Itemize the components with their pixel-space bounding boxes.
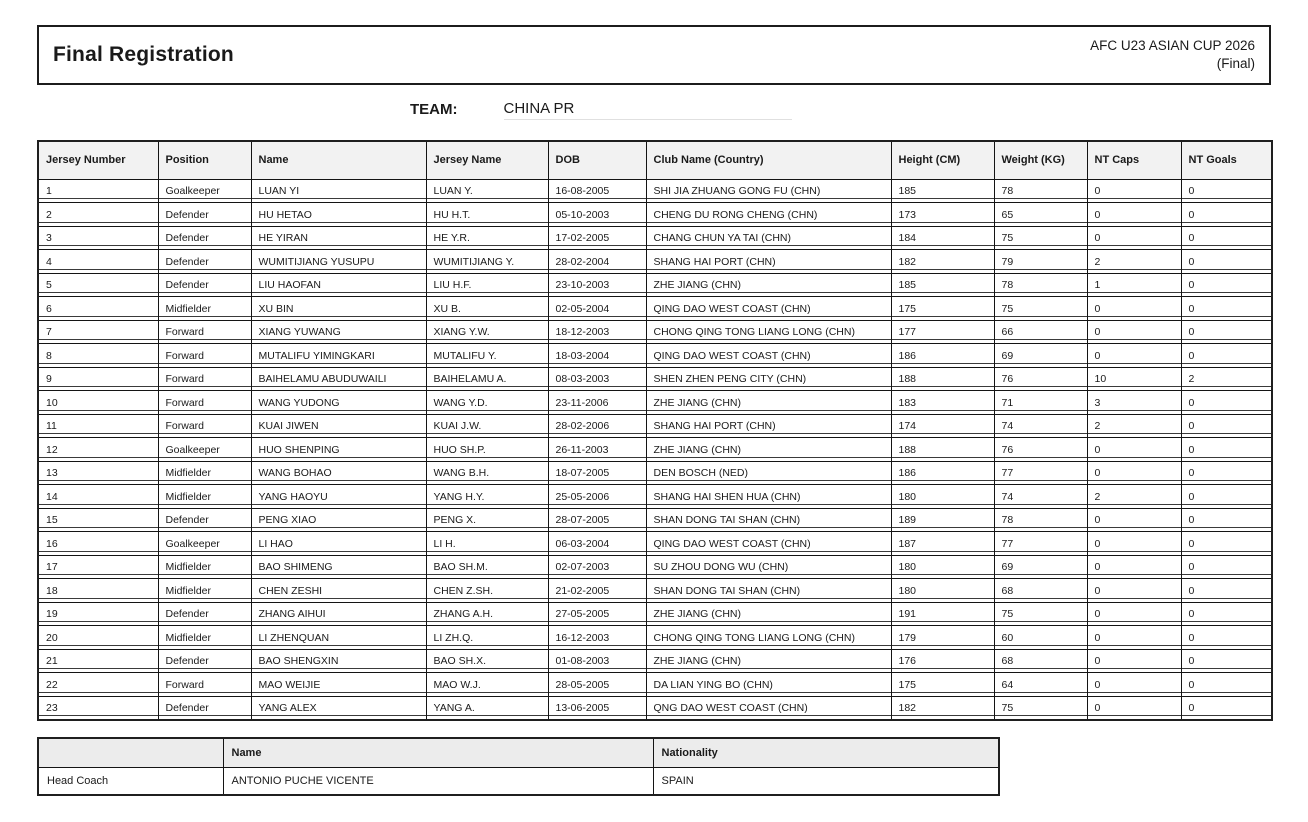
table-cell: 17: [38, 555, 158, 579]
table-row: [38, 579, 1272, 603]
table-row: [38, 485, 1272, 509]
table-cell: 64: [994, 673, 1087, 697]
table-cell: 0: [1181, 203, 1272, 227]
table-cell: WANG Y.D.: [426, 391, 548, 415]
column-header: NT Goals: [1181, 141, 1272, 179]
table-row: [38, 344, 1272, 368]
table-cell: 2: [1087, 414, 1181, 438]
table-cell: 0: [1087, 226, 1181, 250]
table-cell: SPAIN: [653, 767, 999, 795]
table-cell: 0: [1181, 508, 1272, 532]
table-cell: Defender: [158, 649, 251, 673]
column-header: Jersey Number: [38, 141, 158, 179]
table-cell: 175: [891, 297, 994, 321]
table-cell: SHANG HAI PORT (CHN): [646, 414, 891, 438]
column-header: Position: [158, 141, 251, 179]
table-cell: 1: [38, 179, 158, 203]
table-cell: 3: [38, 226, 158, 250]
table-cell: LI ZH.Q.: [426, 626, 548, 650]
table-cell: Midfielder: [158, 555, 251, 579]
table-cell: ZHE JIANG (CHN): [646, 273, 891, 297]
table-row: [38, 626, 1272, 650]
table-cell: 189: [891, 508, 994, 532]
table-cell: WANG YUDONG: [251, 391, 426, 415]
table-row: [38, 414, 1272, 438]
team-name-value: CHINA PR: [504, 100, 792, 120]
document-header: [37, 25, 1271, 85]
table-row: [38, 273, 1272, 297]
table-cell: 22: [38, 673, 158, 697]
table-cell: KUAI JIWEN: [251, 414, 426, 438]
table-cell: Forward: [158, 367, 251, 391]
table-cell: 0: [1087, 602, 1181, 626]
table-row: [38, 179, 1272, 203]
table-cell: 0: [1181, 555, 1272, 579]
table-cell: CHANG CHUN YA TAI (CHN): [646, 226, 891, 250]
table-cell: 187: [891, 532, 994, 556]
table-row: [38, 391, 1272, 415]
table-cell: HUO SH.P.: [426, 438, 548, 462]
table-cell: LIU HAOFAN: [251, 273, 426, 297]
table-cell: LIU H.F.: [426, 273, 548, 297]
table-cell: QING DAO WEST COAST (CHN): [646, 532, 891, 556]
table-cell: 0: [1181, 438, 1272, 462]
table-cell: 08-03-2003: [548, 367, 646, 391]
table-cell: 3: [1087, 391, 1181, 415]
table-row: [38, 203, 1272, 227]
table-cell: Forward: [158, 414, 251, 438]
table-cell: 0: [1181, 179, 1272, 203]
table-cell: SHAN DONG TAI SHAN (CHN): [646, 579, 891, 603]
table-cell: Defender: [158, 508, 251, 532]
table-cell: Goalkeeper: [158, 438, 251, 462]
table-cell: 174: [891, 414, 994, 438]
table-cell: 0: [1181, 673, 1272, 697]
table-cell: Head Coach: [38, 767, 223, 795]
table-row: [38, 532, 1272, 556]
table-cell: DEN BOSCH (NED): [646, 461, 891, 485]
table-cell: Midfielder: [158, 461, 251, 485]
page-title: Final Registration: [53, 43, 234, 66]
table-cell: Forward: [158, 673, 251, 697]
table-cell: 23: [38, 696, 158, 720]
table-cell: ZHANG AIHUI: [251, 602, 426, 626]
table-cell: CHEN Z.SH.: [426, 579, 548, 603]
table-cell: 71: [994, 391, 1087, 415]
team-label: TEAM:: [410, 101, 458, 118]
table-cell: 180: [891, 579, 994, 603]
table-cell: SHI JIA ZHUANG GONG FU (CHN): [646, 179, 891, 203]
table-cell: 7: [38, 320, 158, 344]
table-cell: YANG A.: [426, 696, 548, 720]
table-row: [38, 297, 1272, 321]
table-cell: 19: [38, 602, 158, 626]
table-cell: 01-08-2003: [548, 649, 646, 673]
table-cell: BAIHELAMU A.: [426, 367, 548, 391]
table-cell: 05-10-2003: [548, 203, 646, 227]
table-cell: 76: [994, 367, 1087, 391]
table-cell: 185: [891, 273, 994, 297]
table-cell: 28-02-2004: [548, 250, 646, 274]
table-cell: 78: [994, 179, 1087, 203]
table-cell: 4: [38, 250, 158, 274]
table-cell: 2: [1087, 485, 1181, 509]
table-cell: HUO SHENPING: [251, 438, 426, 462]
table-cell: 0: [1181, 414, 1272, 438]
table-cell: 02-07-2003: [548, 555, 646, 579]
table-cell: 25-05-2006: [548, 485, 646, 509]
table-cell: Forward: [158, 391, 251, 415]
table-cell: MAO W.J.: [426, 673, 548, 697]
table-cell: 23-11-2006: [548, 391, 646, 415]
table-cell: QNG DAO WEST COAST (CHN): [646, 696, 891, 720]
table-cell: 18: [38, 579, 158, 603]
table-cell: 0: [1181, 602, 1272, 626]
table-cell: 5: [38, 273, 158, 297]
table-cell: LI HAO: [251, 532, 426, 556]
table-cell: 15: [38, 508, 158, 532]
table-cell: 26-11-2003: [548, 438, 646, 462]
table-cell: HE Y.R.: [426, 226, 548, 250]
competition-info: [1090, 37, 1255, 73]
table-cell: 0: [1181, 532, 1272, 556]
table-cell: SU ZHOU DONG WU (CHN): [646, 555, 891, 579]
table-cell: 0: [1181, 250, 1272, 274]
table-cell: 75: [994, 297, 1087, 321]
table-cell: 18-12-2003: [548, 320, 646, 344]
table-cell: Defender: [158, 203, 251, 227]
table-cell: 2: [1181, 367, 1272, 391]
column-header: NT Caps: [1087, 141, 1181, 179]
table-cell: 0: [1181, 649, 1272, 673]
table-cell: 0: [1181, 485, 1272, 509]
table-cell: 13: [38, 461, 158, 485]
table-cell: 9: [38, 367, 158, 391]
table-cell: 0: [1087, 179, 1181, 203]
table-cell: 27-05-2005: [548, 602, 646, 626]
table-cell: SHANG HAI SHEN HUA (CHN): [646, 485, 891, 509]
table-cell: Midfielder: [158, 626, 251, 650]
table-cell: CHEN ZESHI: [251, 579, 426, 603]
table-cell: 188: [891, 367, 994, 391]
table-cell: 17-02-2005: [548, 226, 646, 250]
table-cell: CHONG QING TONG LIANG LONG (CHN): [646, 626, 891, 650]
table-cell: 0: [1181, 297, 1272, 321]
table-cell: 8: [38, 344, 158, 368]
column-header: Weight (KG): [994, 141, 1087, 179]
table-cell: YANG H.Y.: [426, 485, 548, 509]
competition-stage: (Final): [1216, 56, 1255, 71]
table-cell: 188: [891, 438, 994, 462]
table-cell: Defender: [158, 602, 251, 626]
table-cell: 0: [1181, 461, 1272, 485]
officials-table: [37, 737, 1000, 796]
table-cell: 176: [891, 649, 994, 673]
table-row: [38, 508, 1272, 532]
table-cell: 77: [994, 461, 1087, 485]
table-cell: 0: [1181, 273, 1272, 297]
table-cell: 0: [1087, 508, 1181, 532]
column-header: Club Name (Country): [646, 141, 891, 179]
table-cell: LI H.: [426, 532, 548, 556]
table-cell: 23-10-2003: [548, 273, 646, 297]
table-row: [38, 320, 1272, 344]
table-row: [38, 649, 1272, 673]
table-cell: Midfielder: [158, 579, 251, 603]
table-cell: XU BIN: [251, 297, 426, 321]
table-cell: Defender: [158, 273, 251, 297]
table-cell: 16-12-2003: [548, 626, 646, 650]
table-cell: SHAN DONG TAI SHAN (CHN): [646, 508, 891, 532]
table-cell: 65: [994, 203, 1087, 227]
table-cell: 28-07-2005: [548, 508, 646, 532]
table-cell: 69: [994, 344, 1087, 368]
table-cell: 0: [1181, 696, 1272, 720]
column-header: Nationality: [653, 738, 999, 767]
table-cell: MUTALIFU YIMINGKARI: [251, 344, 426, 368]
table-cell: 0: [1087, 203, 1181, 227]
table-cell: 177: [891, 320, 994, 344]
table-cell: 14: [38, 485, 158, 509]
table-cell: 79: [994, 250, 1087, 274]
table-cell: HE YIRAN: [251, 226, 426, 250]
table-cell: 0: [1181, 626, 1272, 650]
table-cell: ZHE JIANG (CHN): [646, 438, 891, 462]
table-cell: WANG BOHAO: [251, 461, 426, 485]
table-cell: QING DAO WEST COAST (CHN): [646, 344, 891, 368]
header-row: [38, 738, 999, 767]
table-cell: 0: [1087, 297, 1181, 321]
table-cell: YANG HAOYU: [251, 485, 426, 509]
table-cell: BAO SH.M.: [426, 555, 548, 579]
table-cell: 75: [994, 602, 1087, 626]
table-cell: YANG ALEX: [251, 696, 426, 720]
table-cell: 0: [1181, 579, 1272, 603]
table-cell: BAO SHENGXIN: [251, 649, 426, 673]
table-cell: 173: [891, 203, 994, 227]
table-cell: KUAI J.W.: [426, 414, 548, 438]
table-cell: 74: [994, 414, 1087, 438]
table-cell: XIANG YUWANG: [251, 320, 426, 344]
table-cell: 74: [994, 485, 1087, 509]
table-cell: 0: [1087, 532, 1181, 556]
column-header: [38, 738, 223, 767]
table-cell: 10: [1087, 367, 1181, 391]
table-row: [38, 696, 1272, 720]
table-cell: 183: [891, 391, 994, 415]
table-cell: 16-08-2005: [548, 179, 646, 203]
table-cell: 06-03-2004: [548, 532, 646, 556]
table-cell: 191: [891, 602, 994, 626]
table-cell: 1: [1087, 273, 1181, 297]
table-cell: 75: [994, 226, 1087, 250]
table-cell: ZHE JIANG (CHN): [646, 391, 891, 415]
table-cell: LUAN Y.: [426, 179, 548, 203]
table-cell: 78: [994, 273, 1087, 297]
table-cell: 68: [994, 579, 1087, 603]
table-cell: PENG XIAO: [251, 508, 426, 532]
table-row: [38, 555, 1272, 579]
table-cell: LI ZHENQUAN: [251, 626, 426, 650]
table-cell: Midfielder: [158, 485, 251, 509]
table-row: [38, 673, 1272, 697]
table-cell: 20: [38, 626, 158, 650]
table-cell: 0: [1087, 555, 1181, 579]
table-cell: 0: [1087, 461, 1181, 485]
table-cell: CHONG QING TONG LIANG LONG (CHN): [646, 320, 891, 344]
table-cell: 10: [38, 391, 158, 415]
table-row: [38, 367, 1272, 391]
table-cell: PENG X.: [426, 508, 548, 532]
table-cell: WUMITIJIANG Y.: [426, 250, 548, 274]
table-cell: HU H.T.: [426, 203, 548, 227]
table-row: [38, 250, 1272, 274]
table-cell: 0: [1087, 438, 1181, 462]
table-cell: MAO WEIJIE: [251, 673, 426, 697]
table-cell: 0: [1181, 320, 1272, 344]
table-cell: Defender: [158, 696, 251, 720]
table-cell: 78: [994, 508, 1087, 532]
column-header: Name: [251, 141, 426, 179]
table-cell: LUAN YI: [251, 179, 426, 203]
table-cell: 175: [891, 673, 994, 697]
competition-name: AFC U23 ASIAN CUP 2026: [1090, 37, 1255, 53]
column-header: Jersey Name: [426, 141, 548, 179]
table-cell: 21: [38, 649, 158, 673]
table-cell: DA LIAN YING BO (CHN): [646, 673, 891, 697]
table-row: [38, 461, 1272, 485]
table-row: [38, 602, 1272, 626]
table-cell: 2: [1087, 250, 1181, 274]
table-cell: Defender: [158, 250, 251, 274]
table-cell: Goalkeeper: [158, 179, 251, 203]
table-cell: 75: [994, 696, 1087, 720]
table-cell: WANG B.H.: [426, 461, 548, 485]
table-cell: 11: [38, 414, 158, 438]
table-cell: 0: [1087, 696, 1181, 720]
column-header: Name: [223, 738, 653, 767]
table-cell: 0: [1087, 344, 1181, 368]
table-cell: 0: [1087, 626, 1181, 650]
table-cell: 182: [891, 250, 994, 274]
table-cell: SHANG HAI PORT (CHN): [646, 250, 891, 274]
table-cell: SHEN ZHEN PENG CITY (CHN): [646, 367, 891, 391]
table-cell: XU B.: [426, 297, 548, 321]
table-cell: BAIHELAMU ABUDUWAILI: [251, 367, 426, 391]
table-cell: ZHANG A.H.: [426, 602, 548, 626]
table-cell: 0: [1181, 391, 1272, 415]
table-cell: ZHE JIANG (CHN): [646, 602, 891, 626]
table-cell: 179: [891, 626, 994, 650]
table-cell: 60: [994, 626, 1087, 650]
table-cell: 0: [1087, 320, 1181, 344]
table-cell: Forward: [158, 344, 251, 368]
table-cell: 6: [38, 297, 158, 321]
table-cell: 12: [38, 438, 158, 462]
table-cell: 02-05-2004: [548, 297, 646, 321]
header-row: [38, 141, 1272, 179]
table-cell: HU HETAO: [251, 203, 426, 227]
table-cell: 2: [38, 203, 158, 227]
table-cell: XIANG Y.W.: [426, 320, 548, 344]
table-cell: 186: [891, 344, 994, 368]
table-cell: 180: [891, 485, 994, 509]
table-cell: WUMITIJIANG YUSUPU: [251, 250, 426, 274]
table-cell: BAO SH.X.: [426, 649, 548, 673]
table-cell: BAO SHIMENG: [251, 555, 426, 579]
table-cell: Forward: [158, 320, 251, 344]
table-cell: Defender: [158, 226, 251, 250]
table-cell: 16: [38, 532, 158, 556]
table-cell: CHENG DU RONG CHENG (CHN): [646, 203, 891, 227]
table-cell: 0: [1181, 344, 1272, 368]
team-line: [410, 100, 792, 120]
table-cell: 186: [891, 461, 994, 485]
table-cell: MUTALIFU Y.: [426, 344, 548, 368]
players-table: [37, 140, 1273, 721]
table-cell: 21-02-2005: [548, 579, 646, 603]
column-header: Height (CM): [891, 141, 994, 179]
table-cell: 0: [1087, 579, 1181, 603]
table-cell: 66: [994, 320, 1087, 344]
table-cell: 28-02-2006: [548, 414, 646, 438]
table-cell: QING DAO WEST COAST (CHN): [646, 297, 891, 321]
table-cell: Goalkeeper: [158, 532, 251, 556]
table-cell: 28-05-2005: [548, 673, 646, 697]
table-cell: Midfielder: [158, 297, 251, 321]
table-cell: 18-07-2005: [548, 461, 646, 485]
table-cell: 182: [891, 696, 994, 720]
table-cell: ZHE JIANG (CHN): [646, 649, 891, 673]
table-row: [38, 226, 1272, 250]
table-cell: 13-06-2005: [548, 696, 646, 720]
table-cell: 76: [994, 438, 1087, 462]
column-header: DOB: [548, 141, 646, 179]
table-cell: 68: [994, 649, 1087, 673]
table-row: [38, 767, 999, 795]
table-cell: 0: [1181, 226, 1272, 250]
table-cell: 18-03-2004: [548, 344, 646, 368]
table-cell: 0: [1087, 673, 1181, 697]
table-cell: ANTONIO PUCHE VICENTE: [223, 767, 653, 795]
table-cell: 0: [1087, 649, 1181, 673]
table-cell: 184: [891, 226, 994, 250]
table-row: [38, 438, 1272, 462]
table-cell: 69: [994, 555, 1087, 579]
table-cell: 77: [994, 532, 1087, 556]
table-cell: 185: [891, 179, 994, 203]
table-cell: 180: [891, 555, 994, 579]
